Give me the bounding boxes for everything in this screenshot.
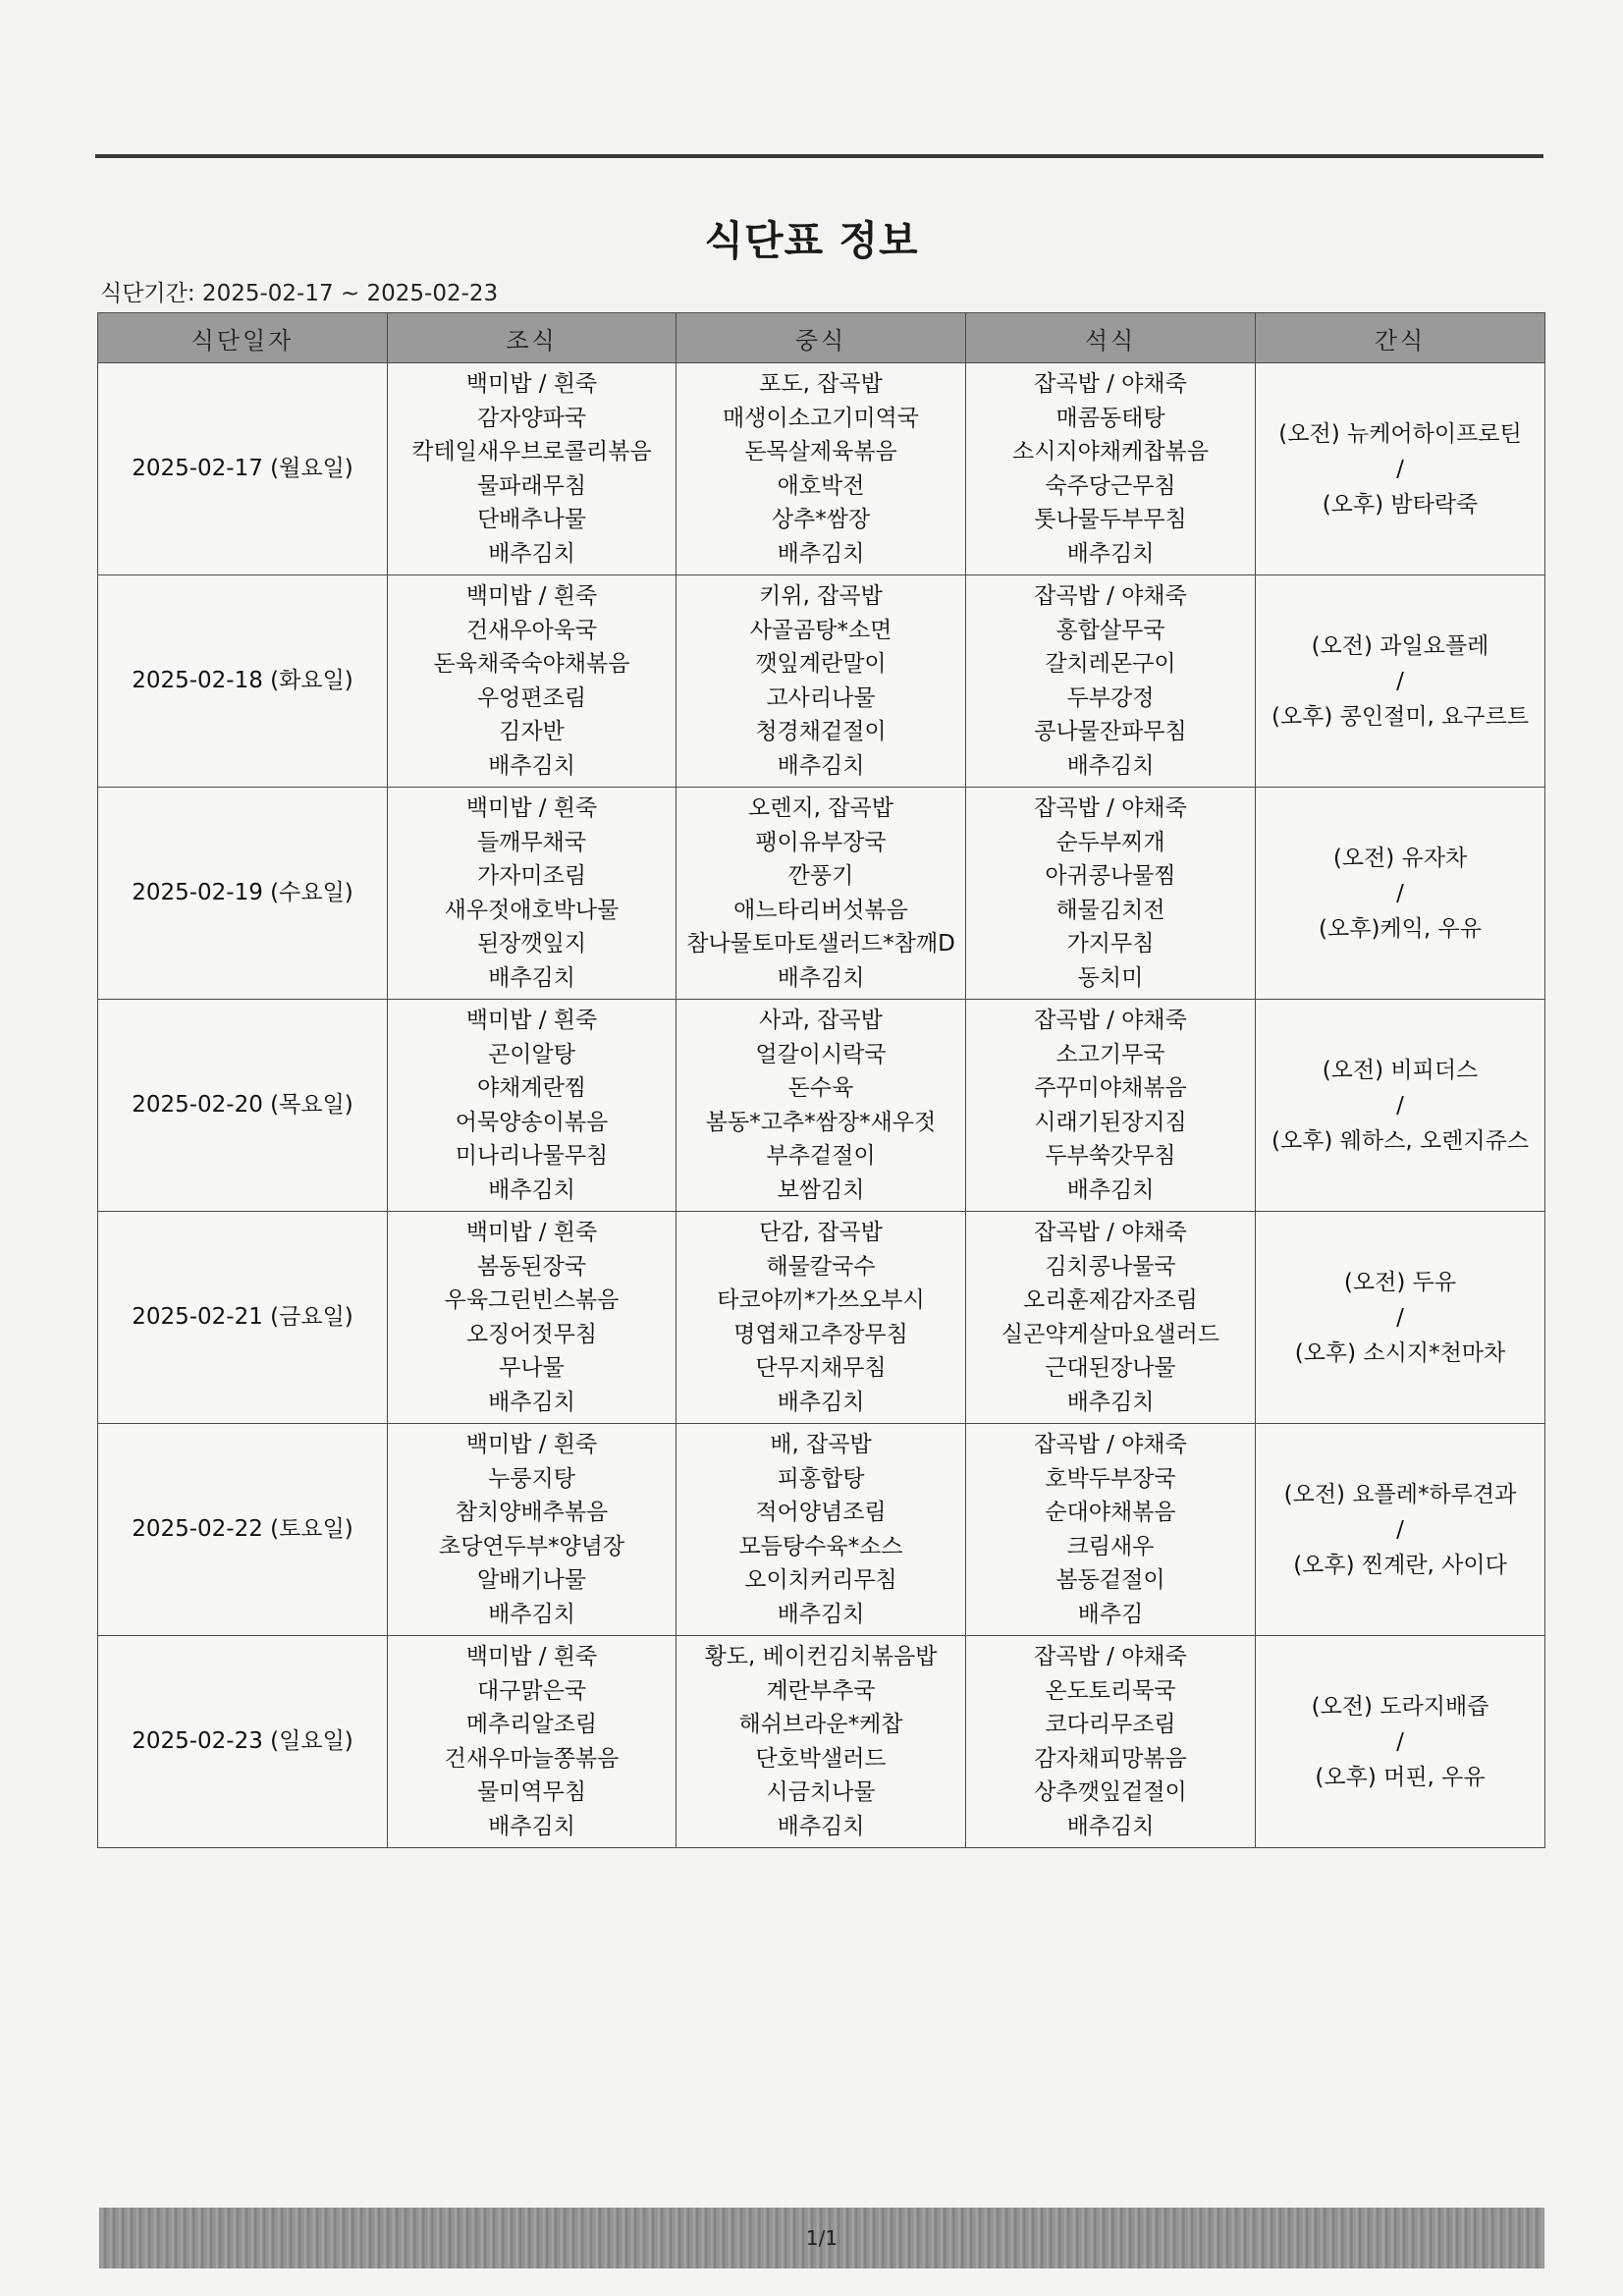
snack-item: / (1396, 1092, 1404, 1119)
lunch-item: 고사리나물 (766, 684, 876, 711)
lunch-item: 배추김치 (777, 1389, 865, 1415)
snack-item: (오후) 웨하스, 오렌지쥬스 (1271, 1127, 1530, 1154)
snack-cell (1256, 363, 1545, 575)
table-row (98, 363, 1545, 575)
lunch-cell (676, 1636, 966, 1848)
footer-bar (99, 2208, 1544, 2269)
dinner-item: 동치미 (1077, 964, 1144, 991)
menu-date: 2025-02-21 (금요일) (98, 1212, 388, 1424)
header-row (98, 313, 1545, 363)
lunch-item: 청경채겉절이 (755, 719, 887, 744)
breakfast-item: 물파래무침 (476, 472, 587, 499)
breakfast-item: 참치양배추볶음 (455, 1500, 609, 1525)
lunch-item: 명엽채고추장무침 (733, 1321, 908, 1347)
lunch-item: 배추김치 (777, 1813, 865, 1839)
menu-date: 2025-02-18 (화요일) (98, 575, 388, 788)
breakfast-item: 초당연두부*양념장 (438, 1533, 625, 1559)
breakfast-item: 배추김치 (488, 1176, 575, 1203)
snack-item: / (1396, 668, 1404, 694)
lunch-item: 팽이유부장국 (755, 829, 887, 855)
dinner-cell (966, 1212, 1256, 1424)
breakfast-item: 누룽지탕 (488, 1465, 575, 1492)
dinner-item: 두부쑥갓무침 (1045, 1143, 1176, 1169)
breakfast-cell (388, 363, 676, 575)
menu-date: 2025-02-23 (일요일) (98, 1636, 388, 1848)
lunch-item: 애느타리버섯볶음 (733, 897, 908, 923)
lunch-cell (676, 1424, 966, 1636)
dinner-cell (966, 575, 1256, 788)
lunch-item: 사골곰탕*소면 (749, 617, 893, 643)
breakfast-item: 야채계란찜 (476, 1075, 587, 1101)
breakfast-item: 가자미조림 (476, 863, 587, 889)
breakfast-item: 어묵양송이볶음 (455, 1109, 609, 1135)
breakfast-cell (388, 788, 676, 1000)
header-dinner: 석식 (966, 313, 1256, 363)
breakfast-cell (388, 1000, 676, 1212)
snack-item: (오전) 과일요플레 (1311, 632, 1489, 659)
breakfast-item: 우엉편조림 (476, 684, 587, 711)
dinner-cell (966, 363, 1256, 575)
breakfast-item: 배추김치 (488, 752, 575, 779)
snack-cell (1256, 1424, 1545, 1636)
snack-item: (오후)케익, 우유 (1319, 915, 1482, 942)
dinner-item: 소고기무국 (1055, 1041, 1165, 1067)
dinner-item: 두부강정 (1066, 684, 1155, 711)
dinner-cell (966, 1000, 1256, 1212)
breakfast-cell (388, 1424, 676, 1636)
snack-item: (오전) 두유 (1343, 1269, 1457, 1295)
dinner-item: 배추김치 (1066, 1176, 1155, 1203)
lunch-cell (676, 363, 966, 575)
table-row (98, 1000, 1545, 1212)
breakfast-item: 배추김치 (488, 1601, 575, 1627)
breakfast-item: 건새우마늘쫑볶음 (444, 1745, 620, 1772)
menu-date: 2025-02-22 (토요일) (98, 1424, 388, 1636)
breakfast-item: 배추김치 (488, 540, 575, 567)
dinner-item: 배추김치 (1066, 1813, 1155, 1839)
snack-item: / (1396, 1304, 1404, 1331)
lunch-item: 깻잎계란말이 (755, 651, 887, 677)
lunch-item: 배추김치 (777, 752, 865, 779)
breakfast-item: 백미밥 / 흰죽 (465, 583, 598, 609)
snack-item: (오전) 도라지배즙 (1311, 1693, 1489, 1720)
lunch-item: 포도, 잡곡밥 (759, 371, 883, 397)
table-row (98, 1424, 1545, 1636)
dinner-item: 콩나물잔파무침 (1034, 719, 1187, 744)
menu-date: 2025-02-20 (목요일) (98, 1000, 388, 1212)
dinner-item: 해물김치전 (1055, 897, 1165, 923)
breakfast-cell (388, 1636, 676, 1848)
lunch-item: 돈목살제육볶음 (744, 439, 897, 465)
breakfast-item: 오징어젓무침 (465, 1321, 598, 1347)
lunch-item: 키위, 잡곡밥 (759, 583, 883, 609)
table-row (98, 788, 1545, 1000)
dinner-cell (966, 1636, 1256, 1848)
dinner-item: 배추김치 (1066, 1389, 1155, 1415)
lunch-item: 깐풍기 (787, 863, 854, 889)
dinner-item: 감자채피망볶음 (1034, 1745, 1187, 1772)
breakfast-item: 김자반 (499, 719, 565, 744)
dinner-item: 톳나물두부무침 (1034, 507, 1187, 532)
dinner-item: 잡곡밥 / 야채죽 (1034, 1008, 1187, 1033)
table-row (98, 1212, 1545, 1424)
dinner-item: 코다리무조림 (1045, 1712, 1176, 1737)
page-number: 1/1 (805, 2226, 839, 2250)
breakfast-item: 칵테일새우브로콜리볶음 (411, 439, 652, 465)
snack-item: / (1396, 1516, 1404, 1543)
lunch-item: 오이치커리무침 (744, 1567, 897, 1593)
snack-item: (오후) 찐계란, 사이다 (1293, 1552, 1507, 1578)
breakfast-item: 메추리알조림 (465, 1712, 598, 1737)
breakfast-item: 단배추나물 (476, 507, 587, 532)
top-rule (95, 154, 1543, 158)
dinner-item: 갈치레몬구이 (1045, 651, 1176, 677)
lunch-item: 봄동*고추*쌈장*새우젓 (705, 1109, 937, 1135)
dinner-item: 근대된장나물 (1045, 1355, 1176, 1381)
lunch-cell (676, 788, 966, 1000)
table-row (98, 1636, 1545, 1848)
dinner-item: 시래기된장지짐 (1034, 1109, 1187, 1135)
breakfast-item: 배추김치 (488, 1813, 575, 1839)
dinner-item: 배추김치 (1066, 540, 1155, 567)
dinner-item: 숙주당근무침 (1045, 472, 1176, 499)
dinner-item: 잡곡밥 / 야채죽 (1034, 583, 1187, 609)
breakfast-item: 백미밥 / 흰죽 (465, 371, 598, 397)
lunch-item: 배추김치 (777, 1601, 865, 1627)
lunch-cell (676, 1000, 966, 1212)
dinner-item: 호박두부장국 (1045, 1465, 1176, 1492)
breakfast-item: 백미밥 / 흰죽 (465, 795, 598, 821)
snack-item: (오전) 비피더스 (1322, 1057, 1479, 1083)
dinner-cell (966, 1424, 1256, 1636)
lunch-item: 배추김치 (777, 964, 865, 991)
breakfast-item: 백미밥 / 흰죽 (465, 1432, 598, 1457)
dinner-item: 크림새우 (1066, 1533, 1155, 1559)
breakfast-item: 배추김치 (488, 964, 575, 991)
dinner-item: 소시지야채케찹볶음 (1012, 439, 1209, 465)
dinner-item: 홍합살무국 (1055, 617, 1165, 643)
dinner-item: 순대야채볶음 (1045, 1500, 1176, 1525)
snack-cell (1256, 1212, 1545, 1424)
snack-item: / (1396, 1728, 1404, 1755)
breakfast-item: 대구맑은국 (476, 1677, 587, 1704)
breakfast-item: 된장깻잎지 (476, 931, 587, 957)
dinner-item: 배추김치 (1066, 752, 1155, 779)
dinner-item: 잡곡밥 / 야채죽 (1034, 371, 1187, 397)
breakfast-item: 새우젓애호박나물 (444, 897, 620, 923)
menu-date: 2025-02-17 (월요일) (98, 363, 388, 575)
breakfast-cell (388, 575, 676, 788)
dinner-item: 온도토리묵국 (1045, 1677, 1176, 1704)
lunch-cell (676, 575, 966, 788)
lunch-cell (676, 1212, 966, 1424)
dinner-item: 김치콩나물국 (1045, 1253, 1176, 1280)
snack-item: (오후) 밤타락죽 (1322, 491, 1479, 518)
breakfast-item: 봄동된장국 (476, 1253, 587, 1280)
dinner-item: 실곤약게살마요샐러드 (1001, 1321, 1220, 1347)
breakfast-cell (388, 1212, 676, 1424)
lunch-item: 모듬탕수육*소스 (738, 1533, 903, 1559)
dinner-cell (966, 788, 1256, 1000)
breakfast-item: 돈육채죽숙야채볶음 (433, 651, 630, 677)
page-title: 식단표 정보 (704, 217, 919, 264)
lunch-item: 시금치나물 (766, 1779, 876, 1805)
snack-item: (오전) 유자차 (1332, 845, 1468, 871)
dinner-item: 상추깻잎겉절이 (1034, 1779, 1187, 1805)
lunch-item: 돈수육 (787, 1075, 854, 1101)
breakfast-item: 무나물 (499, 1355, 565, 1381)
breakfast-item: 들깨무채국 (476, 829, 587, 855)
breakfast-item: 우육그린빈스볶음 (444, 1287, 620, 1313)
dinner-item: 잡곡밥 / 야채죽 (1034, 1220, 1187, 1245)
snack-cell (1256, 788, 1545, 1000)
lunch-item: 참나물토마토샐러드*참깨D (686, 931, 955, 957)
lunch-item: 오렌지, 잡곡밥 (748, 795, 893, 821)
lunch-item: 계란부추국 (766, 1677, 876, 1704)
snack-item: (오전) 뉴케어하이프로틴 (1278, 420, 1522, 447)
lunch-item: 배, 잡곡밥 (770, 1432, 872, 1457)
lunch-item: 상추*쌈장 (771, 507, 871, 532)
lunch-item: 단무지채무침 (755, 1355, 887, 1381)
table-row (98, 575, 1545, 788)
header-breakfast: 조식 (388, 313, 676, 363)
lunch-item: 부추겉절이 (766, 1143, 876, 1169)
snack-cell (1256, 1636, 1545, 1848)
snack-item: / (1396, 456, 1404, 482)
dinner-item: 가지무침 (1066, 931, 1155, 957)
dinner-item: 주꾸미야채볶음 (1034, 1075, 1187, 1101)
breakfast-item: 미나리나물무침 (455, 1143, 609, 1169)
snack-cell (1256, 575, 1545, 788)
lunch-item: 적어양념조림 (755, 1500, 887, 1525)
lunch-item: 보쌈김치 (777, 1176, 865, 1203)
breakfast-item: 감자양파국 (476, 405, 587, 431)
menu-body (98, 363, 1545, 1848)
breakfast-item: 곤이알탕 (488, 1041, 575, 1067)
lunch-item: 해쉬브라운*케찹 (738, 1712, 903, 1737)
lunch-item: 애호박전 (777, 472, 865, 499)
lunch-item: 배추김치 (777, 540, 865, 567)
lunch-item: 해물칼국수 (766, 1253, 876, 1280)
snack-item: / (1396, 880, 1404, 906)
breakfast-item: 건새우아욱국 (465, 617, 598, 643)
dinner-item: 잡곡밥 / 야채죽 (1034, 795, 1187, 821)
lunch-item: 얼갈이시락국 (755, 1041, 887, 1067)
dinner-item: 봄동겉절이 (1055, 1567, 1165, 1593)
dinner-item: 배추김 (1077, 1601, 1144, 1627)
header-date: 식단일자 (98, 313, 388, 363)
lunch-item: 사과, 잡곡밥 (759, 1008, 883, 1033)
menu-date: 2025-02-19 (수요일) (98, 788, 388, 1000)
snack-item: (오후) 머핀, 우유 (1315, 1764, 1486, 1790)
lunch-item: 황도, 베이컨김치볶음밥 (704, 1644, 938, 1669)
lunch-item: 타코야끼*가쓰오부시 (717, 1287, 925, 1313)
snack-cell (1256, 1000, 1545, 1212)
lunch-item: 단호박샐러드 (755, 1745, 887, 1772)
dinner-item: 순두부찌개 (1055, 829, 1165, 855)
dinner-item: 아귀콩나물찜 (1045, 863, 1176, 889)
breakfast-item: 배추김치 (488, 1389, 575, 1415)
breakfast-item: 백미밥 / 흰죽 (465, 1220, 598, 1245)
dinner-item: 매콤동태탕 (1055, 405, 1165, 431)
breakfast-item: 알배기나물 (476, 1567, 587, 1593)
snack-item: (오후) 콩인절미, 요구르트 (1271, 703, 1530, 730)
dinner-item: 잡곡밥 / 야채죽 (1034, 1644, 1187, 1669)
lunch-item: 단감, 잡곡밥 (759, 1220, 883, 1245)
dinner-item: 잡곡밥 / 야채죽 (1034, 1432, 1187, 1457)
snack-item: (오후) 소시지*천마차 (1294, 1339, 1506, 1366)
dinner-item: 오리훈제감자조림 (1023, 1287, 1198, 1313)
breakfast-item: 물미역무침 (476, 1779, 587, 1805)
snack-item: (오전) 요플레*하루견과 (1283, 1481, 1517, 1507)
header-lunch: 중식 (676, 313, 966, 363)
menu-period: 식단기간: 2025-02-17 ~ 2025-02-23 (100, 281, 499, 306)
menu-table (97, 312, 1545, 1848)
lunch-item: 피홍합탕 (777, 1465, 865, 1492)
breakfast-item: 백미밥 / 흰죽 (465, 1008, 598, 1033)
breakfast-item: 백미밥 / 흰죽 (465, 1644, 598, 1669)
lunch-item: 매생이소고기미역국 (723, 405, 919, 431)
header-snack: 간식 (1256, 313, 1545, 363)
